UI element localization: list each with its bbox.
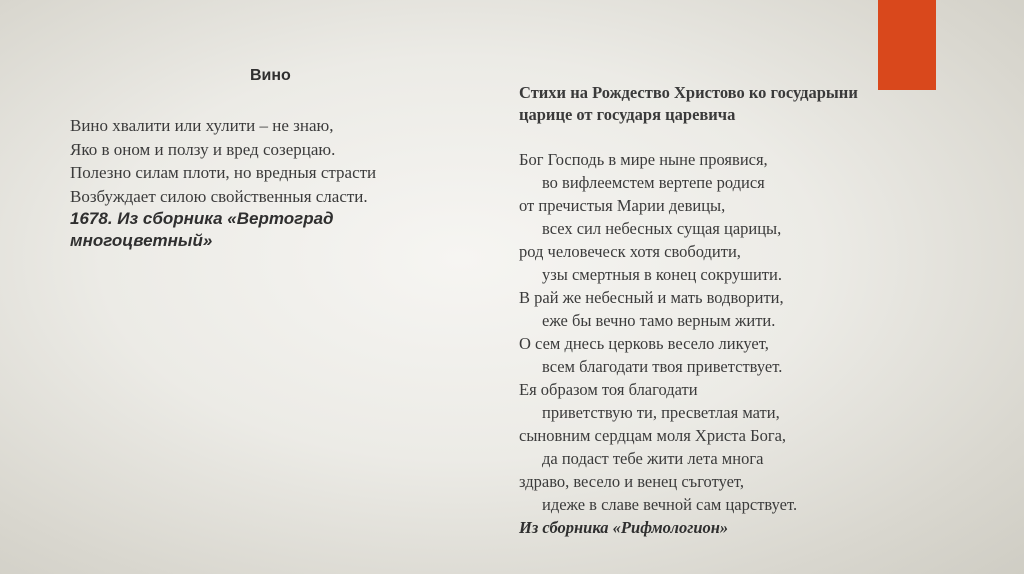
- title-line: царице от государя царевича: [519, 105, 736, 124]
- poem-line: еже бы вечно тамо верным жити.: [542, 311, 776, 330]
- poem-line: всем благодати твоя приветствует.: [542, 357, 783, 376]
- accent-bar: [878, 0, 936, 90]
- source-line: многоцветный»: [70, 231, 213, 250]
- poem-line: Бог Господь в мире ныне проявися,: [519, 150, 768, 169]
- title-line: Стихи на Рождество Христово ко государыни: [519, 83, 858, 102]
- poem-line: Вино хвалити или хулити – не знаю,: [70, 116, 334, 135]
- poem-line: всех сил небесных сущая царицы,: [542, 219, 782, 238]
- poem-line: сыновним сердцам моля Христа Бога,: [519, 426, 787, 445]
- poem-line: О сем днесь церковь весело ликует,: [519, 334, 769, 353]
- poem-line: приветствую ти, пресветлая мати,: [542, 403, 780, 422]
- poem-line: Яко в оном и ползу и вред созерцаю.: [70, 139, 336, 159]
- poem-line: здраво, весело и венец съготует,: [519, 472, 745, 491]
- poem-line: Ея образом тоя благодати: [519, 380, 698, 399]
- poem-line: от пречистыя Марии девицы,: [519, 196, 726, 215]
- right-poem-source: Из сборника «Рифмологион»: [519, 518, 729, 537]
- poem-line: Полезно силам плоти, но вредныя страсти: [70, 163, 377, 182]
- poem-line: идеже в славе вечной сам царствует.: [542, 495, 798, 514]
- poem-line: род человеческ хотя свободити,: [519, 242, 741, 261]
- poem-line: В рай же небесный и мать водворити,: [519, 288, 784, 307]
- right-poem-title: [519, 82, 969, 126]
- poem-line: Возбуждает силою свойственныя сласти.: [70, 186, 368, 206]
- left-poem-source: [70, 208, 490, 252]
- source-line: 1678. Из сборника «Вертоград: [70, 209, 334, 228]
- poem-line: да подаст тебе жити лета многа: [542, 449, 764, 468]
- poem-line: узы смертныя в конец сокрушити.: [542, 265, 782, 284]
- left-poem-title: Вино: [250, 67, 291, 84]
- right-poem: [519, 82, 969, 539]
- poem-line: во вифлеемстем вертепе родися: [542, 173, 765, 192]
- left-poem: [70, 66, 490, 252]
